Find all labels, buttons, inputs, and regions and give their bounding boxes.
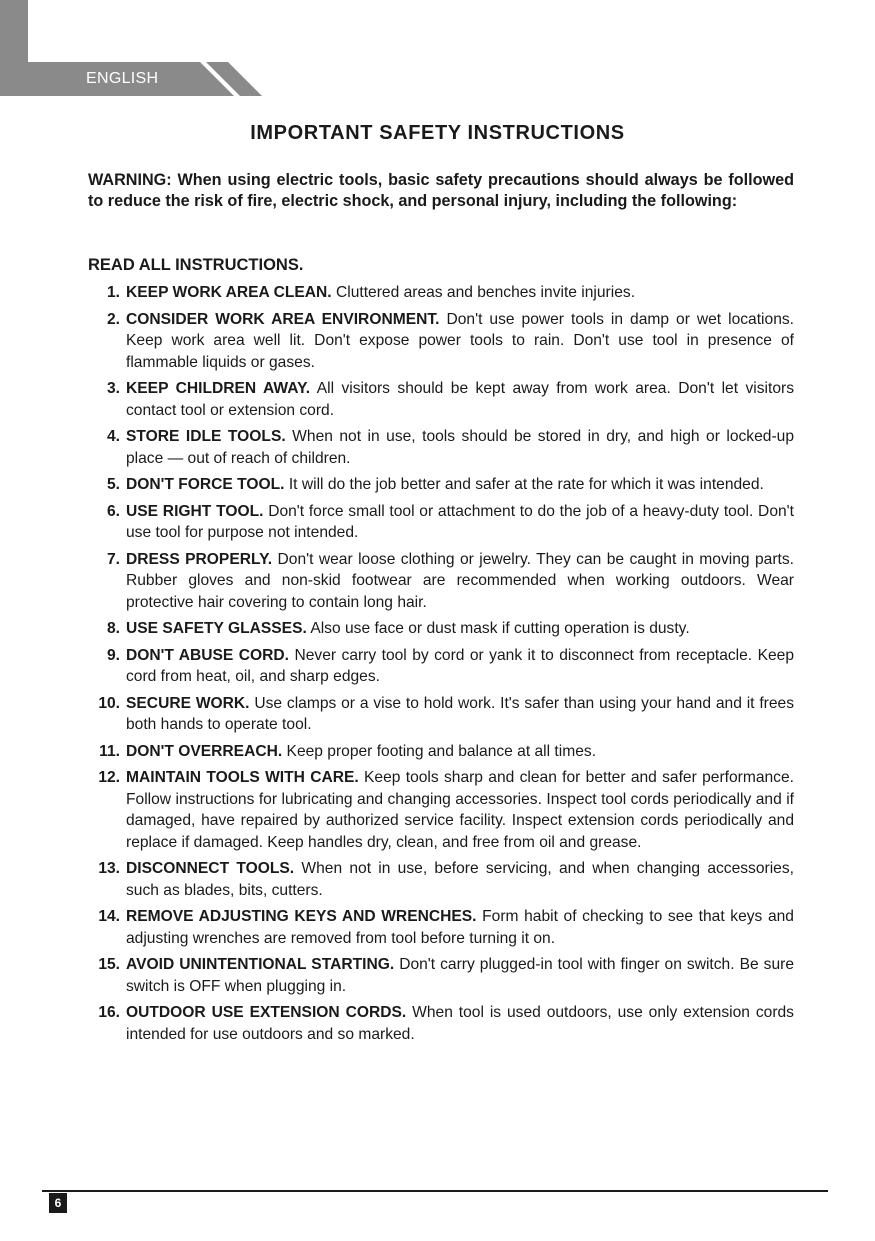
instruction-number: 1. <box>106 284 120 301</box>
instruction-number: 3. <box>106 380 120 397</box>
instruction-number: 7. <box>106 550 120 568</box>
instruction-item <box>88 954 794 997</box>
instruction-heading: STORE IDLE TOOLS. <box>126 428 286 445</box>
instruction-item <box>88 474 794 496</box>
instruction-text: Don't carry plugged-in tool with finger on switch. Be sure switch is OFF when plugging in. <box>126 956 794 995</box>
instruction-text: When not in use, tools should be stored in dry, and high or locked-up place — out of reach of children. <box>126 428 794 467</box>
instruction-text: Use clamps or a vise to hold work. It's safer than using your hand and it frees both hands to operate tool. <box>126 694 794 733</box>
instruction-text: All visitors should be kept away from work area. Don't let visitors contact tool or extension cord. <box>126 380 794 419</box>
instruction-number: 12. <box>98 769 120 786</box>
instruction-text: Never carry tool by cord or yank it to disconnect from receptacle. Keep cord from heat, oil, and sharp edges. <box>126 646 794 685</box>
instruction-item <box>88 378 794 421</box>
instruction-heading: MAINTAIN TOOLS WITH CARE. <box>126 769 359 786</box>
footer-rule <box>42 1190 828 1192</box>
instruction-number: 15. <box>98 956 120 973</box>
instruction-text: Don't use power tools in damp or wet locations. Keep work area well lit. Don't expose power tools to rain. Don't use tool in presence of flammable liquids or gases. <box>126 310 794 371</box>
instruction-heading: DRESS PROPERLY. <box>126 550 273 568</box>
header-corner-tab <box>0 0 28 62</box>
instruction-body <box>126 474 794 496</box>
instruction-item <box>88 501 794 544</box>
instruction-item <box>88 741 794 763</box>
instruction-item <box>88 1002 794 1045</box>
instruction-text: It will do the job better and safer at the rate for which it was intended. <box>288 476 764 493</box>
instruction-list <box>88 282 794 1050</box>
instruction-body <box>126 282 794 304</box>
instruction-number: 11. <box>99 742 120 760</box>
instruction-item <box>88 618 794 640</box>
instruction-body <box>126 1002 794 1045</box>
instruction-heading: SECURE WORK. <box>126 694 250 712</box>
instruction-body <box>126 309 794 374</box>
instruction-heading: USE SAFETY GLASSES. <box>126 620 307 637</box>
read-all-instructions: READ ALL INSTRUCTIONS. <box>88 256 304 274</box>
instruction-heading: DON'T FORCE TOOL. <box>126 476 285 493</box>
instruction-body <box>126 645 794 688</box>
page-title: IMPORTANT SAFETY INSTRUCTIONS <box>250 122 625 144</box>
instruction-number: 8. <box>106 620 120 637</box>
instruction-text: When tool is used outdoors, use only extension cords intended for use outdoors and so marked. <box>126 1004 794 1043</box>
instruction-body <box>126 954 794 997</box>
instruction-text: Keep proper footing and balance at all times. <box>286 742 597 760</box>
instruction-heading: AVOID UNINTENTIONAL STARTING. <box>126 956 395 973</box>
instruction-text: Cluttered areas and benches invite injuries. <box>335 284 636 301</box>
instruction-body <box>126 549 794 614</box>
instruction-number: 14. <box>98 908 120 925</box>
instruction-text: Keep tools sharp and clean for better and safer performance. Follow instructions for lubricating and changing accessories. Inspect tool cords periodically and if damaged, have repaired by authorized service facility. Inspect extension cords periodically and replace if damaged. Keep handles dry, clean, and free from oil and grease. <box>126 769 794 851</box>
instruction-heading: DON'T ABUSE CORD. <box>126 646 290 664</box>
page-number: 6 <box>49 1193 67 1213</box>
instruction-number: 9. <box>106 646 120 664</box>
instruction-body <box>126 767 794 853</box>
instruction-body <box>126 858 794 901</box>
instruction-heading: OUTDOOR USE EXTENSION CORDS. <box>126 1004 407 1021</box>
instruction-body <box>126 501 794 544</box>
instruction-heading: KEEP CHILDREN AWAY. <box>126 380 311 397</box>
instruction-text: Don't wear loose clothing or jewelry. They can be caught in moving parts. Rubber gloves and non-skid footwear are recommended when working outdoors. Wear protective hair covering to contain long hair. <box>126 550 794 611</box>
instruction-item <box>88 906 794 949</box>
instruction-body <box>126 741 794 763</box>
instruction-heading: DISCONNECT TOOLS. <box>126 860 295 877</box>
instruction-number: 2. <box>106 310 120 328</box>
instruction-number: 10. <box>98 694 120 712</box>
instruction-text: Form habit of checking to see that keys and adjusting wrenches are removed from tool before turning it on. <box>126 908 794 947</box>
instruction-heading: DON'T OVERREACH. <box>126 742 283 760</box>
instruction-heading: USE RIGHT TOOL. <box>126 502 264 520</box>
instruction-body <box>126 426 794 469</box>
instruction-text: Also use face or dust mask if cutting operation is dusty. <box>310 620 690 637</box>
instruction-item <box>88 282 794 304</box>
instruction-item <box>88 767 794 853</box>
language-label: ENGLISH <box>86 70 159 87</box>
instruction-number: 6. <box>106 502 120 520</box>
instruction-number: 4. <box>106 428 120 445</box>
instruction-number: 16. <box>98 1004 120 1021</box>
instruction-text: Don't force small tool or attachment to do the job of a heavy-duty tool. Don't use tool for purpose not intended. <box>126 502 794 541</box>
instruction-heading: KEEP WORK AREA CLEAN. <box>126 284 332 301</box>
instruction-item <box>88 549 794 614</box>
instruction-heading: REMOVE ADJUSTING KEYS AND WRENCHES. <box>126 908 477 925</box>
instruction-item <box>88 309 794 374</box>
instruction-item <box>88 645 794 688</box>
instruction-body <box>126 906 794 949</box>
warning-paragraph: WARNING: When using electric tools, basic safety precautions should always be followed to reduce the risk of fire, electric shock, and personal injury, including the following: <box>88 171 794 210</box>
instruction-item <box>88 693 794 736</box>
instruction-item <box>88 426 794 469</box>
instruction-text: When not in use, before servicing, and when changing accessories, such as blades, bits, cutters. <box>126 860 794 899</box>
instruction-number: 13. <box>98 860 120 877</box>
instruction-item <box>88 858 794 901</box>
instruction-body <box>126 618 794 640</box>
instruction-body <box>126 378 794 421</box>
instruction-body <box>126 693 794 736</box>
instruction-heading: CONSIDER WORK AREA ENVIRONMENT. <box>126 310 440 328</box>
instruction-number: 5. <box>106 476 120 493</box>
